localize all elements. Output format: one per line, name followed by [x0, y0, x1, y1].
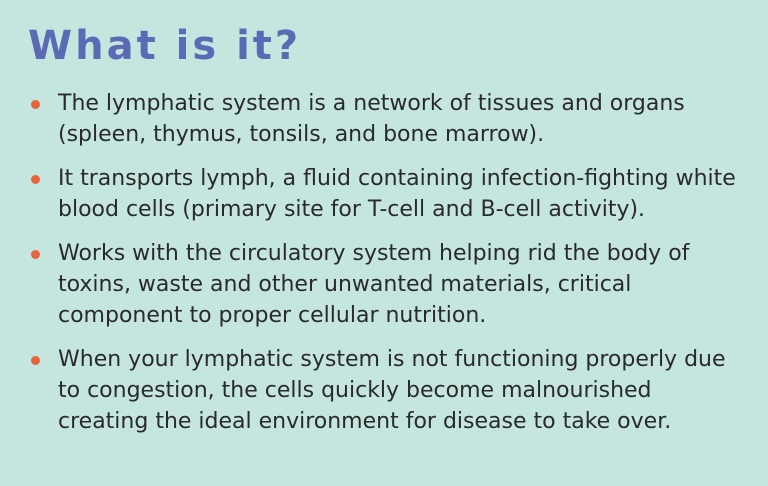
- bullet-item: [28, 163, 738, 225]
- bullet-item: [28, 344, 738, 437]
- bullet-item: [28, 238, 738, 331]
- page-title: What is it?: [28, 23, 302, 69]
- bullet-list: [28, 88, 738, 437]
- bullet-text: When your lymphatic system is not functioning properly due to congestion, the cells quickly become malnourished creating the ideal environment for disease to take over.: [58, 347, 726, 434]
- bullet-dot-icon: [31, 175, 40, 184]
- bullet-text: Works with the circulatory system helping rid the body of toxins, waste and other unwanted materials, critical component to proper cellular nutrition.: [58, 241, 690, 328]
- bullet-text: It transports lymph, a fluid containing infection-fighting white blood cells (primary site for T-cell and B-cell activity).: [58, 166, 736, 222]
- bullet-item: [28, 88, 738, 150]
- bullet-dot-icon: [31, 100, 40, 109]
- bullet-text: The lymphatic system is a network of tissues and organs (spleen, thymus, tonsils, and bone marrow).: [58, 91, 685, 147]
- bullet-dot-icon: [31, 250, 40, 259]
- bullet-dot-icon: [31, 356, 40, 365]
